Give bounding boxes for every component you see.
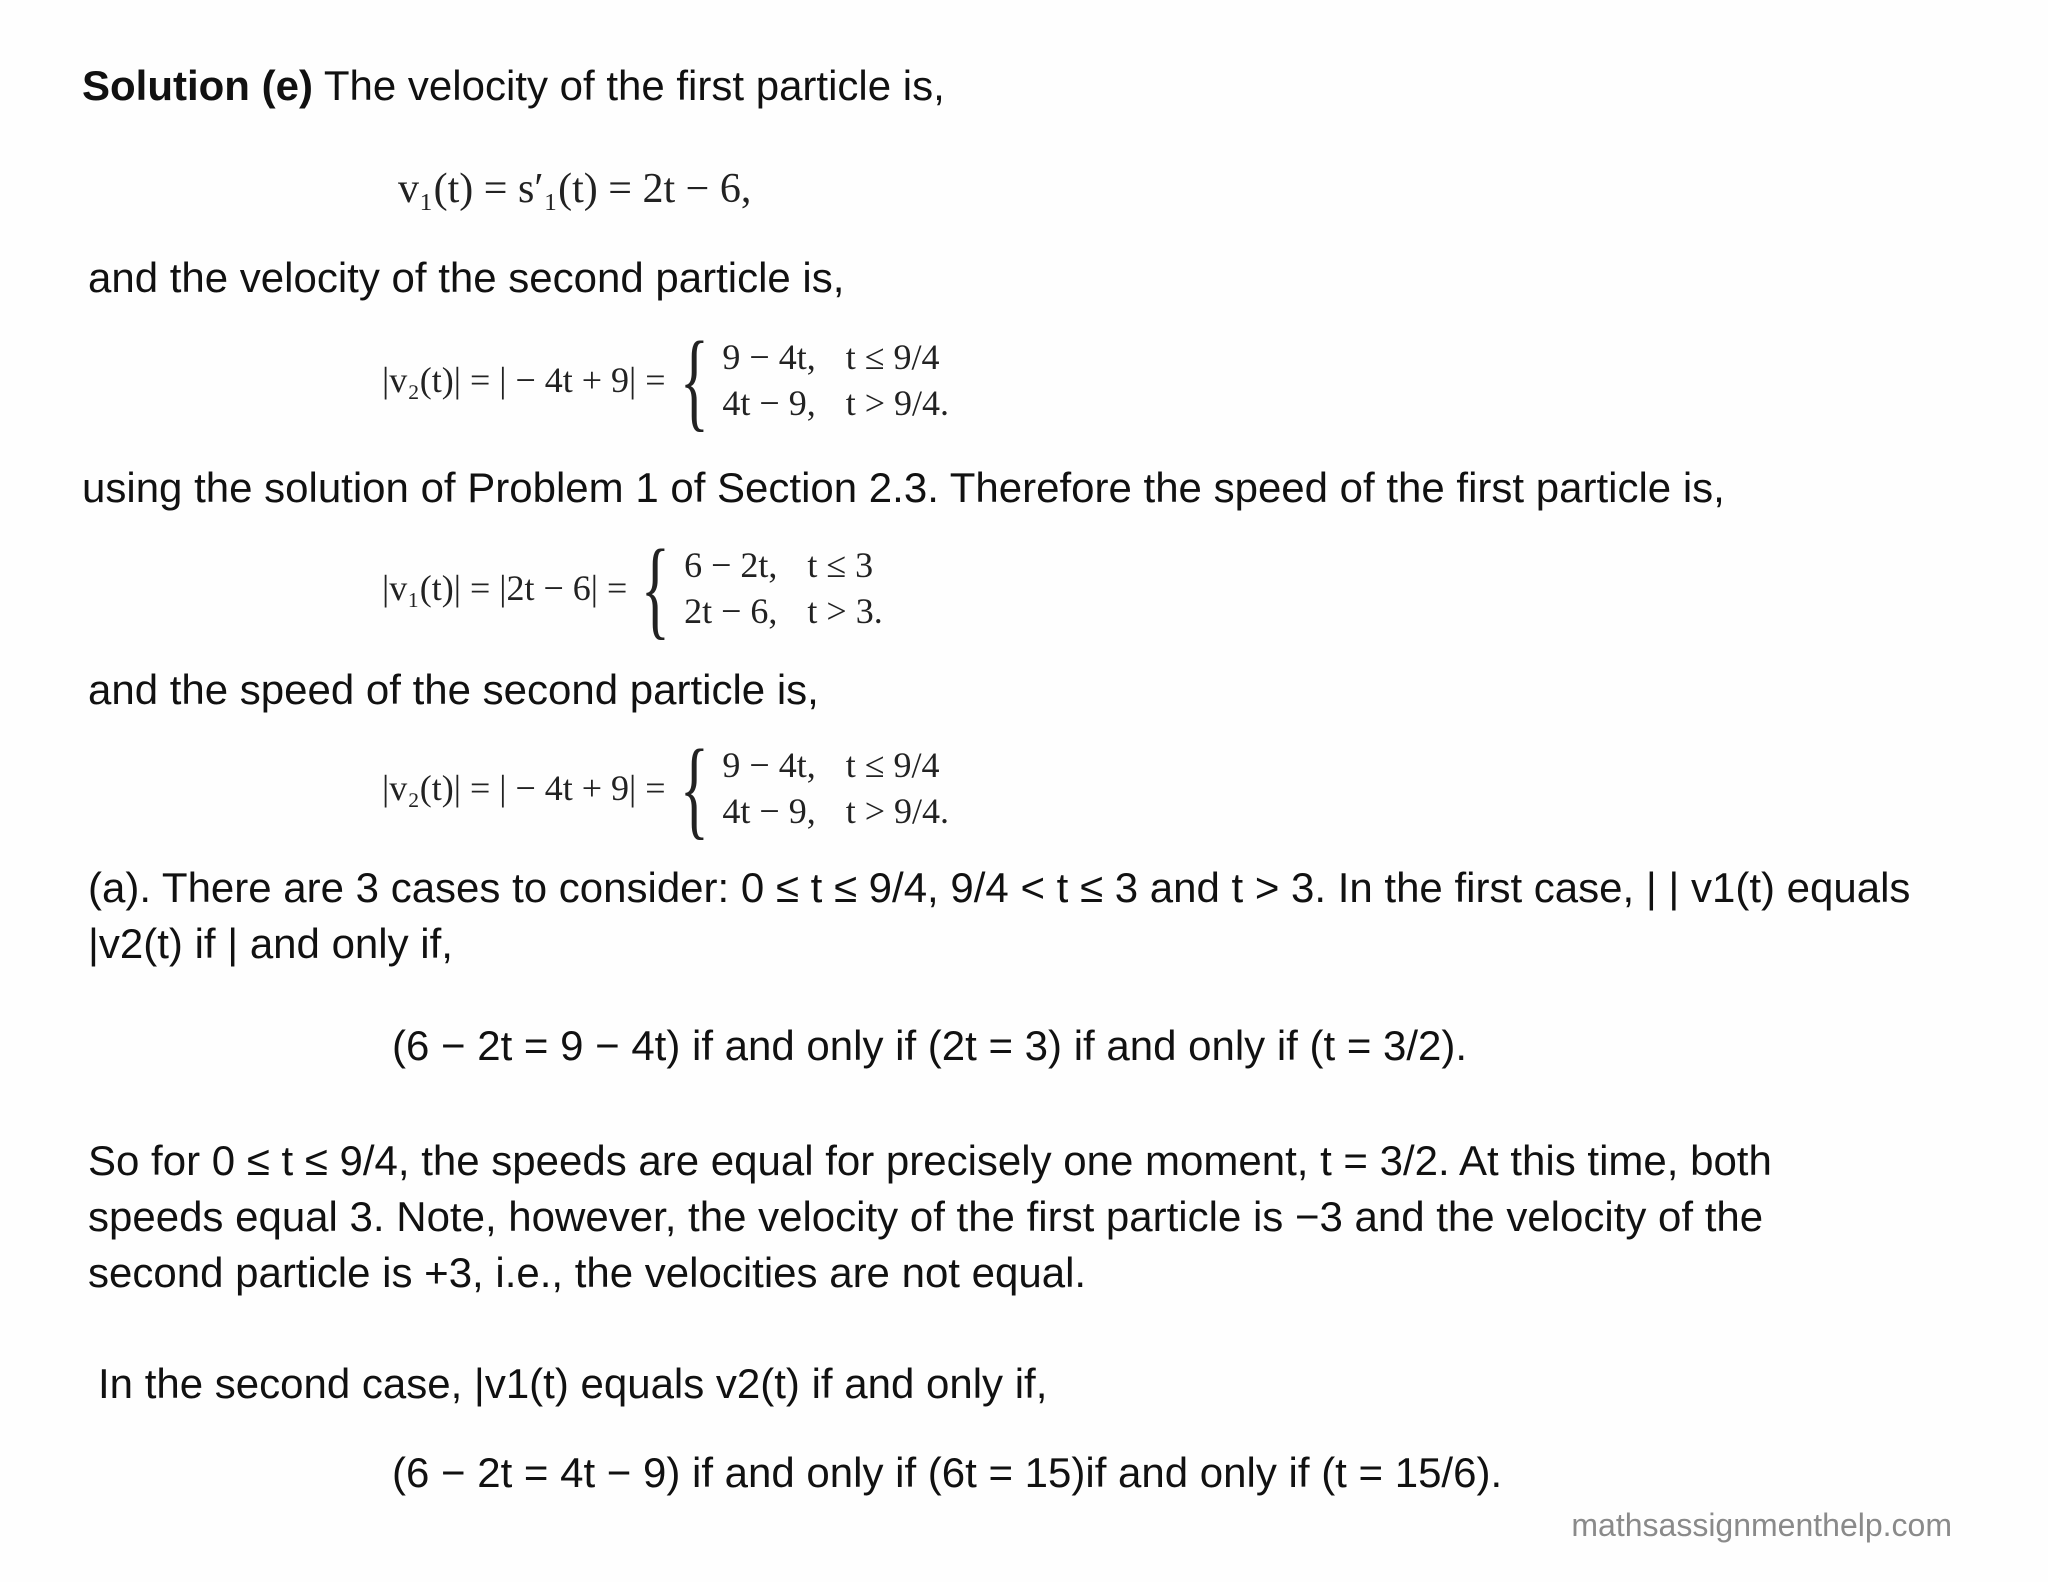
case-cond: t ≤ 3 <box>807 545 874 585</box>
eq4-lhs: |v₂(t)| = | − 4t + 9| = <box>382 768 666 808</box>
equation-case-2: (6 − 2t = 4t − 9) if and only if (6t = 15)if and only if (t = 15/6). <box>392 1449 1503 1496</box>
eq2-lhs: |v₂(t)| = | − 4t + 9| = <box>382 360 666 400</box>
brace: { <box>641 527 671 649</box>
case-expr: 4t − 9, <box>722 383 816 423</box>
paragraph-3: and the speed of the second particle is, <box>88 666 819 713</box>
case-cond: t > 9/4. <box>845 383 950 423</box>
heading-text: The velocity of the first particle is, <box>312 62 945 109</box>
paragraph-5-line-1: So for 0 ≤ t ≤ 9/4, the speeds are equal for precisely one moment, t = 3/2. At this time, both <box>88 1137 1772 1184</box>
case-expr: 9 − 4t, <box>722 745 816 785</box>
case-cond: t > 9/4. <box>845 791 950 831</box>
equation-case-1: (6 − 2t = 9 − 4t) if and only if (2t = 3) if and only if (t = 3/2). <box>392 1022 1468 1069</box>
paragraph-2: using the solution of Problem 1 of Section 2.3. Therefore the speed of the first particle is, <box>82 464 1725 511</box>
paragraph-1: and the velocity of the second particle is, <box>88 254 845 301</box>
equation-v2-speed <box>382 727 950 849</box>
paragraph-4-line-2: |v2(t) if | and only if, <box>88 920 453 967</box>
paragraph-4-line-1: (a). There are 3 cases to consider: 0 ≤ t ≤ 9/4, 9/4 < t ≤ 3 and t > 3. In the first case, | | v1(t) equals <box>88 864 1911 911</box>
paragraph-5-line-2: speeds equal 3. Note, however, the velocity of the first particle is −3 and the velocity of the <box>88 1193 1764 1240</box>
eq3-cases <box>684 544 883 632</box>
eq4-cases <box>722 744 949 832</box>
eq3-lhs: |v₁(t)| = |2t − 6| = <box>382 568 628 608</box>
equation-v1: v₁(t) = s′₁(t) = 2t − 6, <box>398 166 752 212</box>
case-expr: 9 − 4t, <box>722 337 816 377</box>
case-cond: t > 3. <box>807 591 883 631</box>
equation-v2-abs <box>382 319 950 441</box>
case-cond: t ≤ 9/4 <box>845 337 940 377</box>
paragraph-6: In the second case, |v1(t) equals v2(t) if and only if, <box>98 1360 1048 1407</box>
case-expr: 6 − 2t, <box>684 545 778 585</box>
case-expr: 4t − 9, <box>722 791 816 831</box>
heading-bold: Solution (e) <box>82 62 313 109</box>
brace: { <box>679 319 709 441</box>
eq2-cases <box>722 336 949 424</box>
equation-v1-abs <box>382 527 883 649</box>
solution-heading <box>82 58 945 114</box>
watermark: mathsassignmenthelp.com <box>1571 1507 1952 1543</box>
brace: { <box>679 727 709 849</box>
paragraph-5-line-3: second particle is +3, i.e., the velocities are not equal. <box>88 1249 1087 1296</box>
case-cond: t ≤ 9/4 <box>845 745 940 785</box>
case-expr: 2t − 6, <box>684 591 778 631</box>
